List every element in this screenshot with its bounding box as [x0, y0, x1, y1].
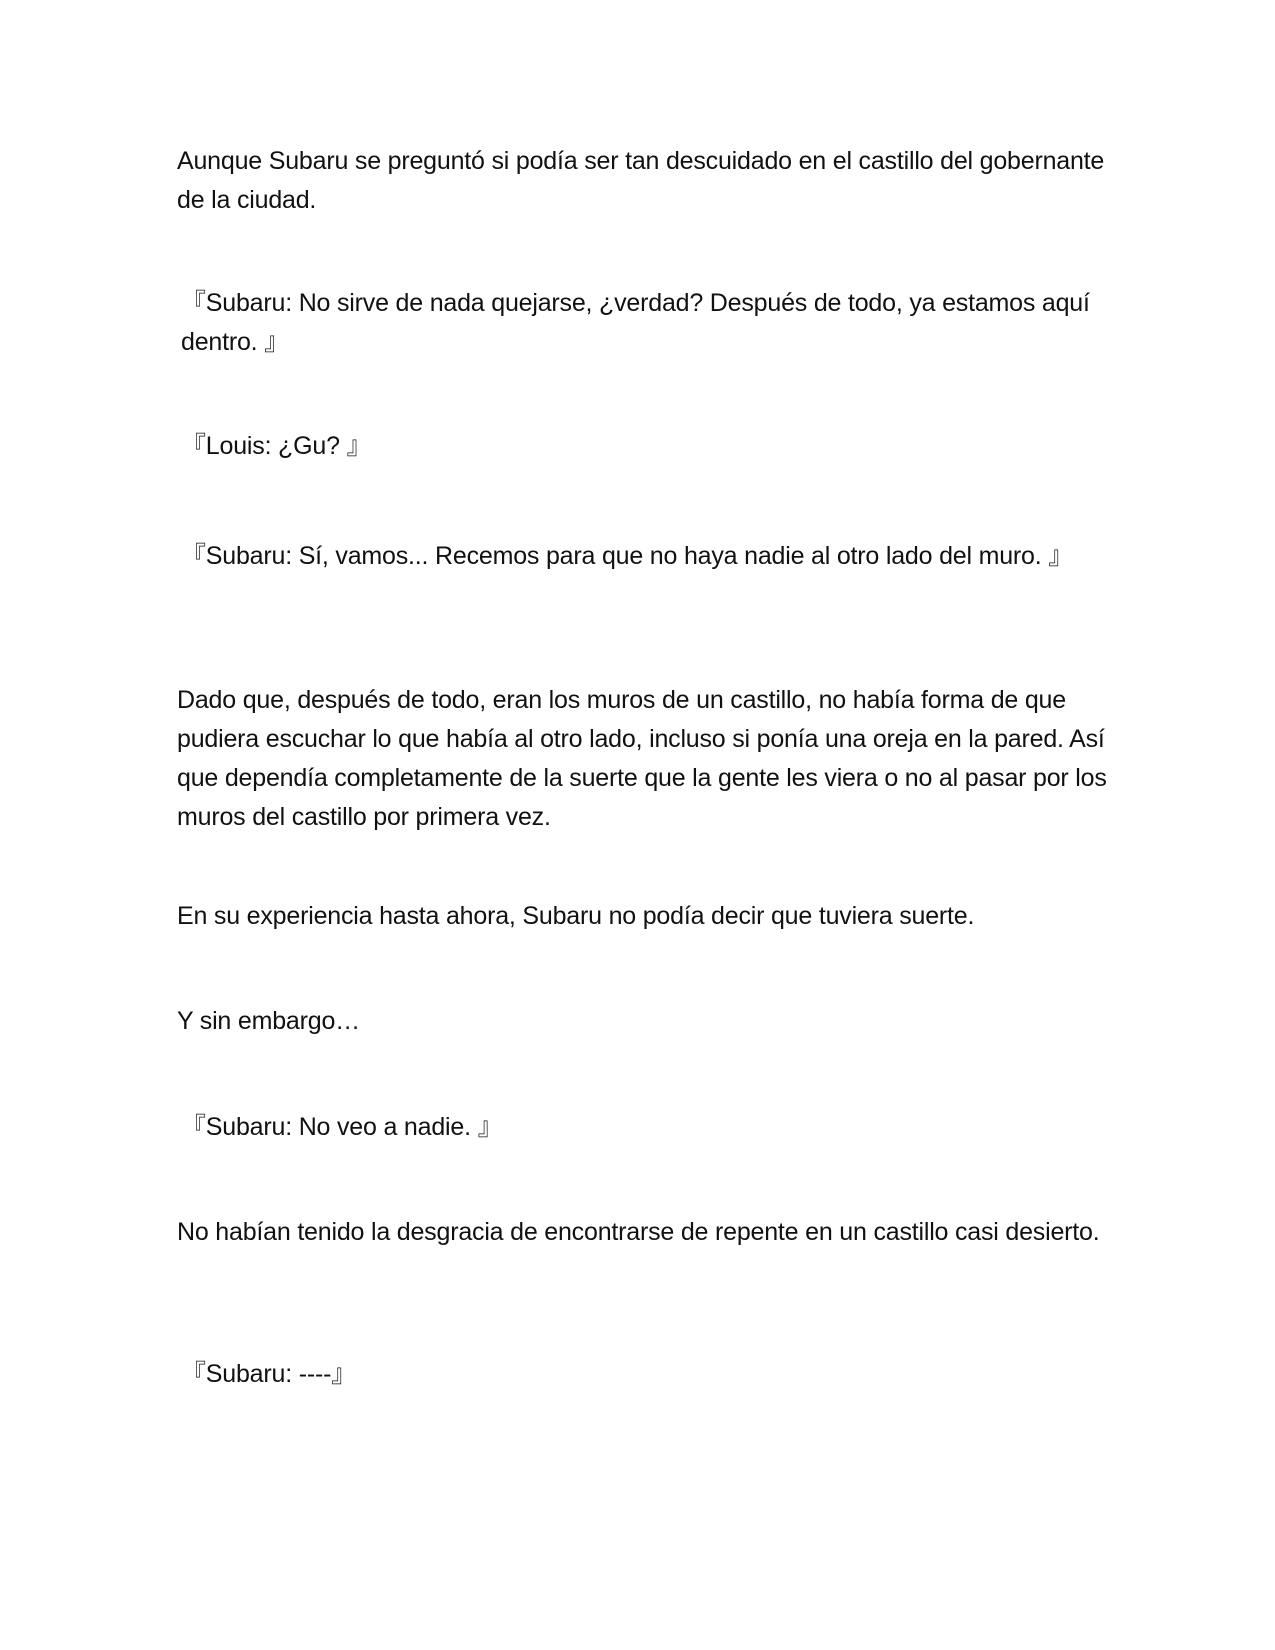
- narration-paragraph: No habían tenido la desgracia de encontrarse de repente en un castillo casi desierto.: [177, 1218, 1100, 1246]
- dialogue-line: 『Subaru: No sirve de nada quejarse, ¿verdad? Después de todo, ya estamos aquí dentro. 』: [181, 289, 1090, 356]
- dialogue-line: 『Subaru: Sí, vamos... Recemos para que no haya nadie al otro lado del muro. 』: [181, 542, 1074, 570]
- dialogue-line: 『Subaru: ----』: [181, 1360, 357, 1388]
- narration-paragraph: Y sin embargo…: [177, 1007, 360, 1035]
- dialogue-line: 『Subaru: No veo a nadie. 』: [181, 1113, 503, 1141]
- narration-paragraph: En su experiencia hasta ahora, Subaru no podía decir que tuviera suerte.: [177, 902, 975, 930]
- narration-paragraph: Aunque Subaru se preguntó si podía ser tan descuidado en el castillo del gobernante de la ciudad.: [177, 147, 1105, 214]
- narration-paragraph: Dado que, después de todo, eran los muros de un castillo, no había forma de que pudiera escuchar lo que había al otro lado, incluso si ponía una oreja en la pared. Así que dependía completamente de la suerte que la gente les viera o no al pasar por los muros del castillo por primera vez.: [177, 686, 1107, 831]
- dialogue-line: 『Louis: ¿Gu? 』: [181, 432, 372, 460]
